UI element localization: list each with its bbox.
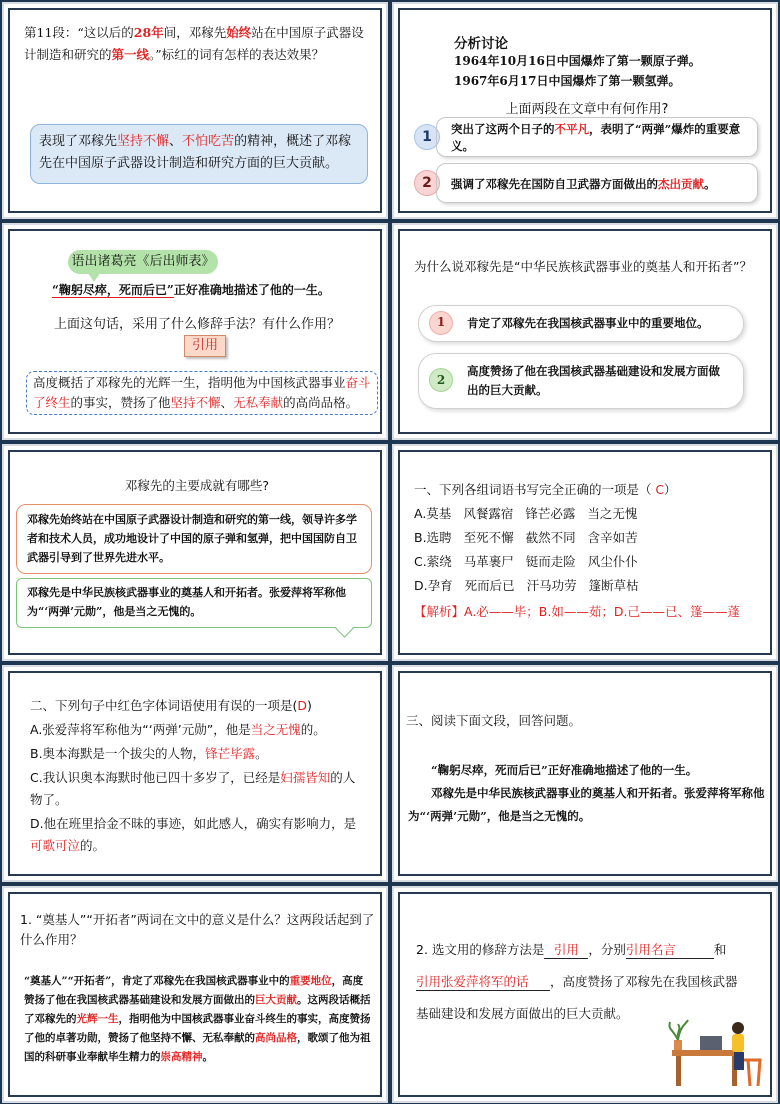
answer-button-yinyong[interactable]: 引用 — [184, 335, 226, 357]
fill-line-1: 2. 选文用的修辞方法是 引用 ，分别引用名言 和 — [416, 942, 727, 957]
question-text: 邓稼先的主要成就有哪些? — [124, 478, 270, 493]
number-badge-2: 2 — [414, 170, 440, 196]
slide-5 — [2, 444, 388, 661]
chair — [744, 1060, 760, 1086]
answer-item-1: 突出了这两个日子的不平凡，表明了“两弹”爆炸的重要意义。 — [436, 117, 758, 157]
date-line-1: 1964年10月16日中国爆炸了第一颗原子弹。 — [454, 54, 701, 68]
option-b: B.选聘 至死不懈 截然不同 含辛如苦 — [414, 530, 638, 545]
answer-box: 高度概括了邓稼先的光辉一生，指明他为中国核武器事业奋斗了终生的事实，赞扬了他坚持不懈、无私奉献的高尚品格。 — [26, 371, 378, 415]
person-body — [732, 1034, 744, 1052]
section-title: 三、阅读下面文段，回答问题。 — [406, 713, 582, 728]
answer-text: “奠基人”“开拓者”，肯定了邓稼先在我国核武器事业中的重要地位，高度赞扬了他在我国核武器基础建设和发展方面做出的巨大贡献。这两段话概括了邓稼先的光辉一生，指明他为中国核武器事业奋斗终生的事实，高度赞扬了他的卓著功勋，赞扬了他坚持不懈、无私奉献的高尚品格，歌颂了他为祖国的科研事业奉献毕生精力的崇高精神。 — [24, 975, 371, 1063]
answer-box: 表现了邓稼先坚持不懈、不怕吃苦的精神，概述了邓稼先在中国原子武器设计制造和研究方面的巨大贡献。 — [30, 124, 368, 184]
fill-line-2: 引用张爱萍将军的话 ，高度赞扬了邓稼先在我国核武器 — [416, 974, 738, 989]
passage-paragraph-2: 邓稼先是中华民族核武器事业的奠基人和开拓者。张爱萍将军称他为“‘两弹’元勋”，他是当之无愧的。 — [408, 786, 765, 823]
answer-item-2: 强调了邓稼先在国防自卫武器方面做出的杰出贡献。 — [436, 163, 758, 203]
plant-pot — [674, 1040, 682, 1050]
option-b: B.奥本海默是一个拔尖的人物，锋芒毕露。 — [30, 746, 268, 761]
option-a: A.张爱萍将军称他为“‘两弹’元勋”，他是当之无愧的。 — [30, 722, 326, 737]
slide-6 — [392, 444, 778, 661]
blank-3: 引用张爱萍将军的话 — [416, 972, 550, 991]
source-callout: 语出诸葛亮《后出师表》 — [68, 250, 218, 274]
option-d: D.孕育 死而后已 汗马功劳 篷断草枯 — [414, 578, 639, 593]
number-badge-1: 1 — [414, 124, 440, 150]
desk-top — [672, 1050, 742, 1056]
answer-item-2: 2 高度赞扬了他在我国核武器基础建设和发展方面做出的巨大贡献。 — [418, 353, 744, 409]
passage-paragraph-1: “鞠躬尽瘁，死而后已”正好准确地描述了他的一生。 — [431, 763, 698, 777]
answer-mark: D — [297, 698, 308, 713]
option-d: D.他在班里拾金不昧的事迹，如此感人，确实有影响力，是可歌可泣的。 — [30, 816, 357, 853]
person-legs — [734, 1052, 744, 1070]
blank-2: 引用名言 — [626, 940, 714, 959]
slide-9 — [2, 886, 388, 1103]
question-text: 上面这句话，采用了什么修辞手法？有什么作用？ — [53, 317, 340, 332]
person-head — [732, 1022, 744, 1034]
date-line-2: 1967年6月17日中国爆炸了第一颗氢弹。 — [454, 74, 681, 88]
plant-leaves — [669, 1020, 688, 1040]
question-text: 1. “奠基人”“开拓者”两词在文中的意义是什么？这两段话起到了什么作用？ — [20, 912, 375, 947]
question-text: 二、下列句子中红色字体词语使用有误的一项是(D) — [30, 698, 312, 713]
question-text: 为什么说邓稼先是“中华民族核武器事业的奠基人和开拓者”？ — [414, 259, 752, 274]
achievement-box-2: 邓稼先是中华民族核武器事业的奠基人和开拓者。张爱萍将军称他为“‘两弹’元勋”，他是当之无愧的。 — [16, 578, 372, 628]
desk-leg — [676, 1056, 681, 1086]
question-text: 一、下列各组词语书写完全正确的一项是（ C） — [414, 482, 677, 497]
person-at-desk-illustration — [662, 1014, 766, 1092]
slide-7 — [2, 665, 388, 882]
answer-mark: C — [655, 483, 664, 497]
section-title: 分析讨论 — [454, 36, 508, 52]
slide-1 — [2, 2, 388, 219]
option-c: C.萦绕 马革裹尸 铤而走险 风尘仆仆 — [414, 554, 638, 569]
number-badge-1: 1 — [429, 311, 453, 335]
slide-8 — [392, 665, 778, 882]
achievement-box-1: 邓稼先始终站在中国原子武器设计制造和研究的第一线，领导许多学者和技术人员，成功地设计了中国的原子弹和氢弹，把中国国防自卫武器引导到了世界先进水平。 — [16, 504, 372, 574]
fill-line-3: 基础建设和发展方面做出的巨大贡献。 — [416, 1006, 629, 1021]
slide-3 — [2, 223, 388, 440]
blank-1: 引用 — [544, 940, 588, 959]
slide-4 — [392, 223, 778, 440]
answer-item-1: 1 肯定了邓稼先在我国核武器事业中的重要地位。 — [418, 305, 744, 342]
question-text: 第11段：“这以后的28年间，邓稼先始终站在中国原子武器设计制造和研究的第一线。”标红的词有怎样的表达效果？ — [24, 25, 364, 62]
option-c: C.我认识奥本海默时他已四十多岁了，已经是妇孺皆知的人物了。 — [30, 770, 356, 807]
option-a: A.莫基 风餐露宿 锋芒必露 当之无愧 — [414, 506, 638, 521]
slide-2 — [392, 2, 778, 219]
analysis-note: 【解析】A.必——毕；B.如——茹；D.己——已、篷——蓬 — [414, 604, 740, 619]
question-text: 上面两段在文章中有何作用? — [505, 102, 669, 117]
quote-line: “鞠躬尽瘁，死而后已”正好准确地描述了他的一生。 — [52, 283, 330, 297]
number-badge-2: 2 — [429, 368, 453, 392]
laptop — [700, 1036, 722, 1050]
slide-10 — [392, 886, 778, 1103]
